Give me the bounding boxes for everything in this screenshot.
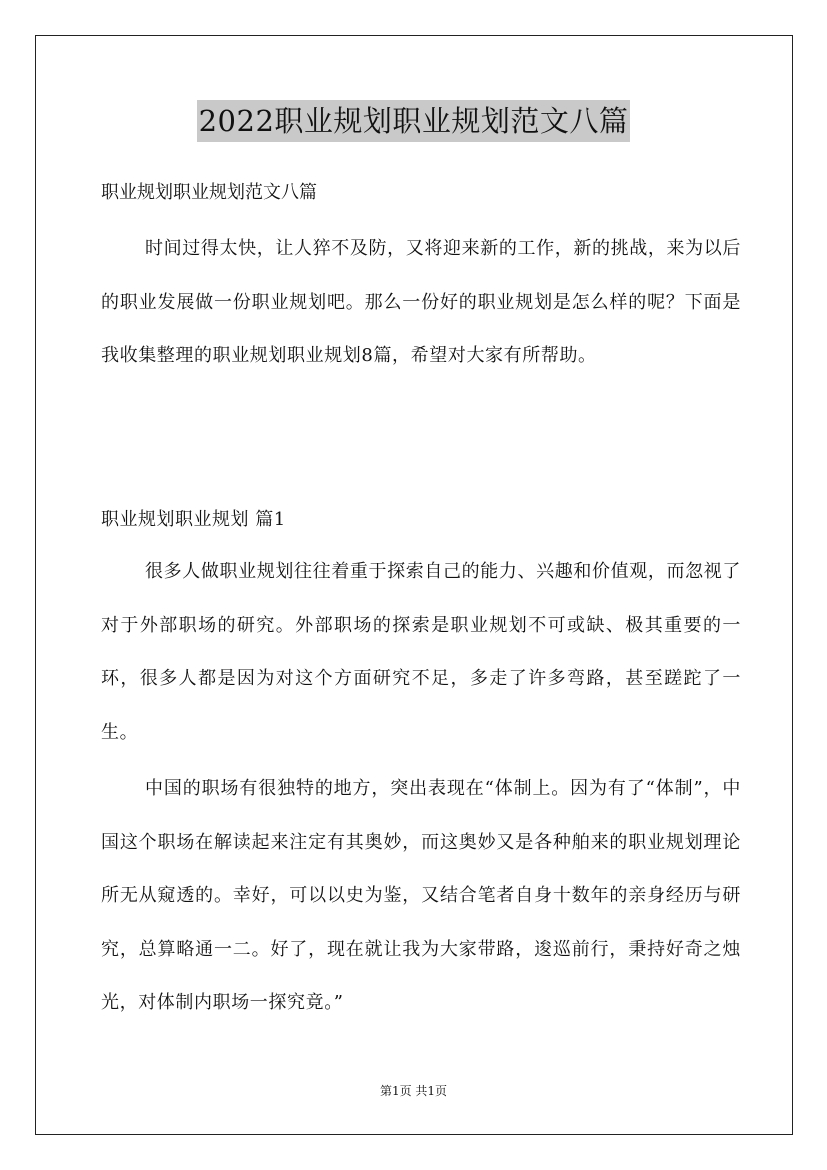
document-subtitle: 职业规划职业规划范文八篇: [101, 182, 317, 203]
title-container: [0, 100, 827, 142]
intro-paragraph: 时间过得太快，让人猝不及防，又将迎来新的工作，新的挑战，来为以后的职业发展做一份职业规划吧。那么一份好的职业规划是怎么样的呢？下面是我收集整理的职业规划职业规划8篇，希望对大家有所帮助。: [101, 238, 741, 366]
section-heading: 职业规划职业规划 篇1: [101, 509, 286, 530]
page-footer: 第1页 共1页: [379, 1084, 448, 1098]
body-paragraph-1: 很多人做职业规划往往着重于探索自己的能力、兴趣和价值观，而忽视了对于外部职场的研究。外部职场的探索是职业规划不可或缺、极其重要的一环，很多人都是因为对这个方面研究不足，多走了许多弯路，甚至蹉跎了一生。: [101, 561, 741, 743]
document-title: 2022职业规划职业规划范文八篇: [197, 100, 631, 142]
body-paragraph-2: 中国的职场有很独特的地方，突出表现在“体制上。因为有了“体制”，中国这个职场在解读起来注定有其奥妙，而这奥妙又是各种舶来的职业规划理论所无从窥透的。幸好，可以以史为鉴，又结合笔者自身十数年的亲身经历与研究，总算略通一二。好了，现在就让我为大家带路，逡巡前行，秉持好奇之烛光，对体制内职场一探究竟。”: [101, 778, 741, 1013]
